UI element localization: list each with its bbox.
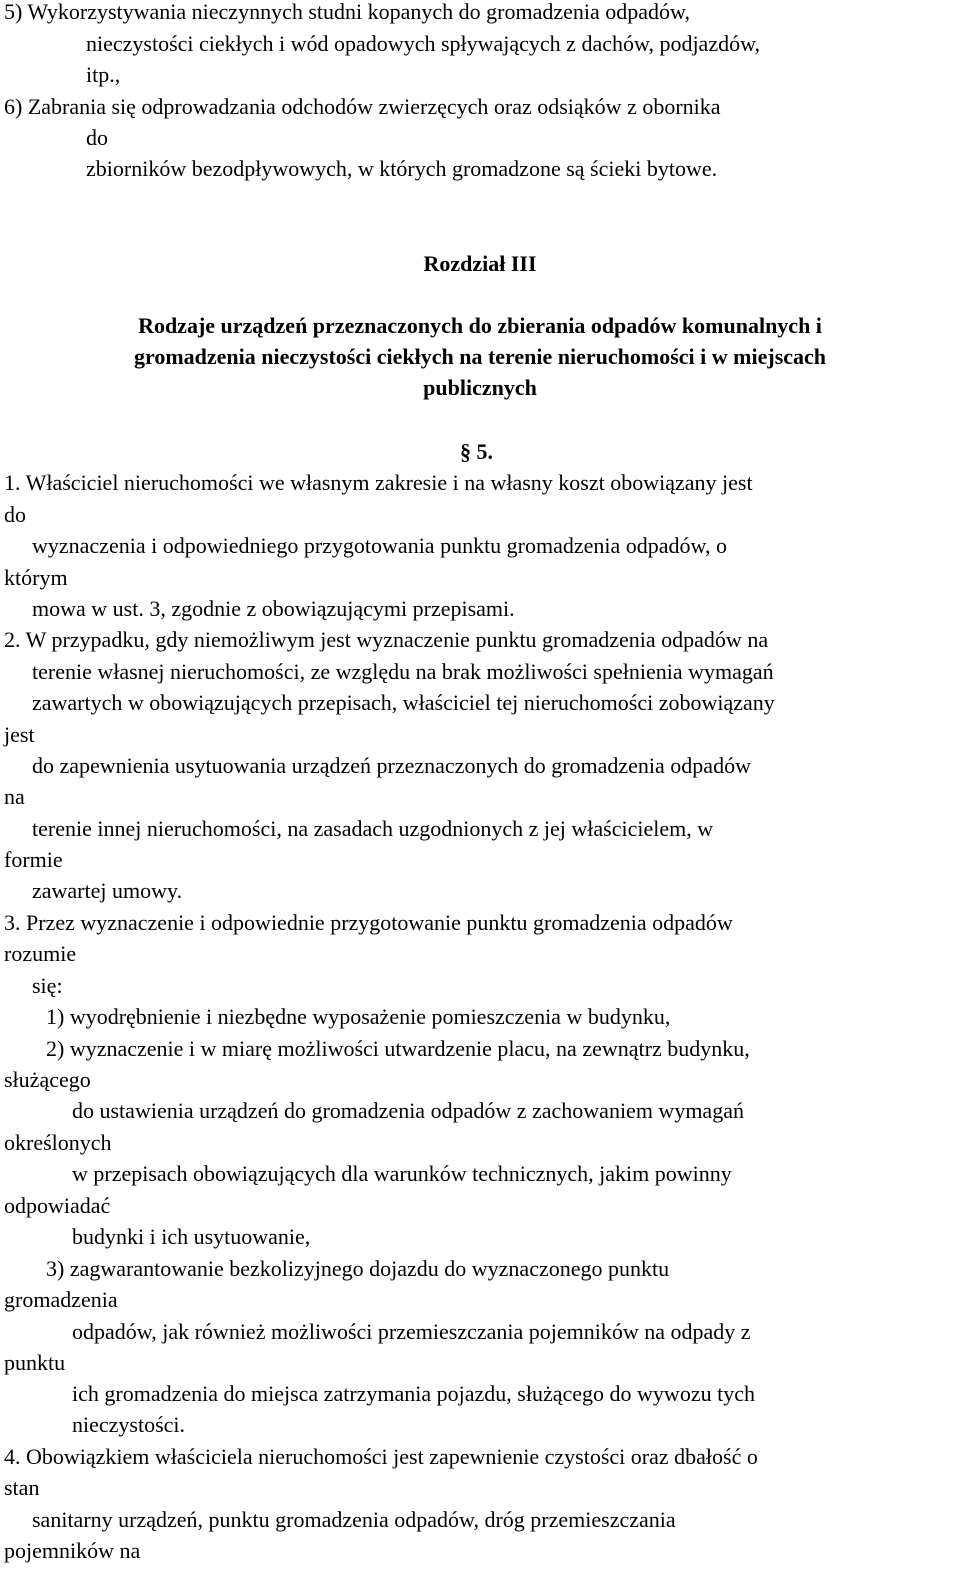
text-line: odpadów, jak również możliwości przemieszczania pojemników na odpady z [72, 1319, 751, 1344]
text-line: ich gromadzenia do miejsca zatrzymania pojazdu, służącego do wywozu tych [72, 1381, 755, 1406]
section-number: § 5. [460, 439, 493, 464]
text-line: nieczystości. [72, 1412, 186, 1437]
text-line: służącego [4, 1067, 91, 1092]
text-line: punktu [4, 1350, 66, 1375]
text-line: rozumie [4, 941, 77, 966]
text-line: 2) wyznaczenie i w miarę możliwości utwardzenie placu, na zewnątrz budynku, [46, 1036, 750, 1061]
text-line: gromadzenia [4, 1287, 118, 1312]
text-line: zawartej umowy. [32, 878, 183, 903]
text-line: 1. Właściciel nieruchomości we własnym zakresie i na własny koszt obowiązany jest [4, 470, 753, 495]
text-line: 5) Wykorzystywania nieczynnych studni kopanych do gromadzenia odpadów, [4, 0, 690, 24]
text-line: 1) wyodrębnienie i niezbędne wyposażenie pomieszczenia w budynku, [46, 1004, 671, 1029]
text-line: jest [4, 722, 35, 747]
heading-line: gromadzenia nieczystości ciekłych na terenie nieruchomości i w miejscach [133, 344, 827, 369]
text-line: sanitarny urządzeń, punktu gromadzenia odpadów, dróg przemieszczania [32, 1507, 676, 1532]
text-line: 3) zagwarantowanie bezkolizyjnego dojazdu do wyznaczonego punktu [46, 1256, 670, 1281]
text-line: nieczystości ciekłych i wód opadowych spływających z dachów, podjazdów, [86, 31, 761, 56]
text-line: mowa w ust. 3, zgodnie z obowiązującymi przepisami. [32, 596, 515, 621]
text-line: itp., [86, 62, 121, 87]
text-line: się: [32, 973, 63, 998]
text-line: do ustawienia urządzeń do gromadzenia odpadów z zachowaniem wymagań [72, 1098, 744, 1123]
text-line: w przepisach obowiązujących dla warunków technicznych, jakim powinny [72, 1161, 732, 1186]
chapter-title: Rozdział III [423, 251, 537, 276]
text-line: pojemników na [4, 1538, 141, 1563]
text-line: wyznaczenia i odpowiedniego przygotowania punktu gromadzenia odpadów, o [32, 533, 728, 558]
text-line: 2. W przypadku, gdy niemożliwym jest wyznaczenie punktu gromadzenia odpadów na [4, 627, 769, 652]
text-line: 3. Przez wyznaczenie i odpowiednie przygotowanie punktu gromadzenia odpadów [4, 910, 733, 935]
text-line: 6) Zabrania się odprowadzania odchodów zwierzęcych oraz odsiąków z obornika [4, 94, 721, 119]
heading-line: publicznych [423, 375, 537, 400]
text-line: którym [4, 565, 68, 590]
text-line: budynki i ich usytuowanie, [72, 1224, 311, 1249]
text-line: 4. Obowiązkiem właściciela nieruchomości jest zapewnienie czystości oraz dbałość o [4, 1444, 758, 1469]
text-line: stan [4, 1475, 40, 1500]
text-line: terenie innej nieruchomości, na zasadach uzgodnionych z jej właścicielem, w [32, 816, 714, 841]
text-line: terenie własnej nieruchomości, ze względu na brak możliwości spełnienia wymagań [32, 659, 774, 684]
text-line: formie [4, 847, 63, 872]
text-line: określonych [4, 1130, 112, 1155]
text-line: odpowiadać [4, 1193, 111, 1218]
text-line: do [4, 502, 26, 527]
text-line: zawartych w obowiązujących przepisach, właściciel tej nieruchomości zobowiązany [32, 690, 775, 715]
text-line: do [86, 125, 108, 150]
heading-line: Rodzaje urządzeń przeznaczonych do zbierania odpadów komunalnych i [138, 313, 822, 338]
text-line: na [4, 784, 25, 809]
text-line: do zapewnienia usytuowania urządzeń przeznaczonych do gromadzenia odpadów [32, 753, 751, 778]
text-line: zbiorników bezodpływowych, w których gromadzone są ścieki bytowe. [86, 156, 718, 181]
